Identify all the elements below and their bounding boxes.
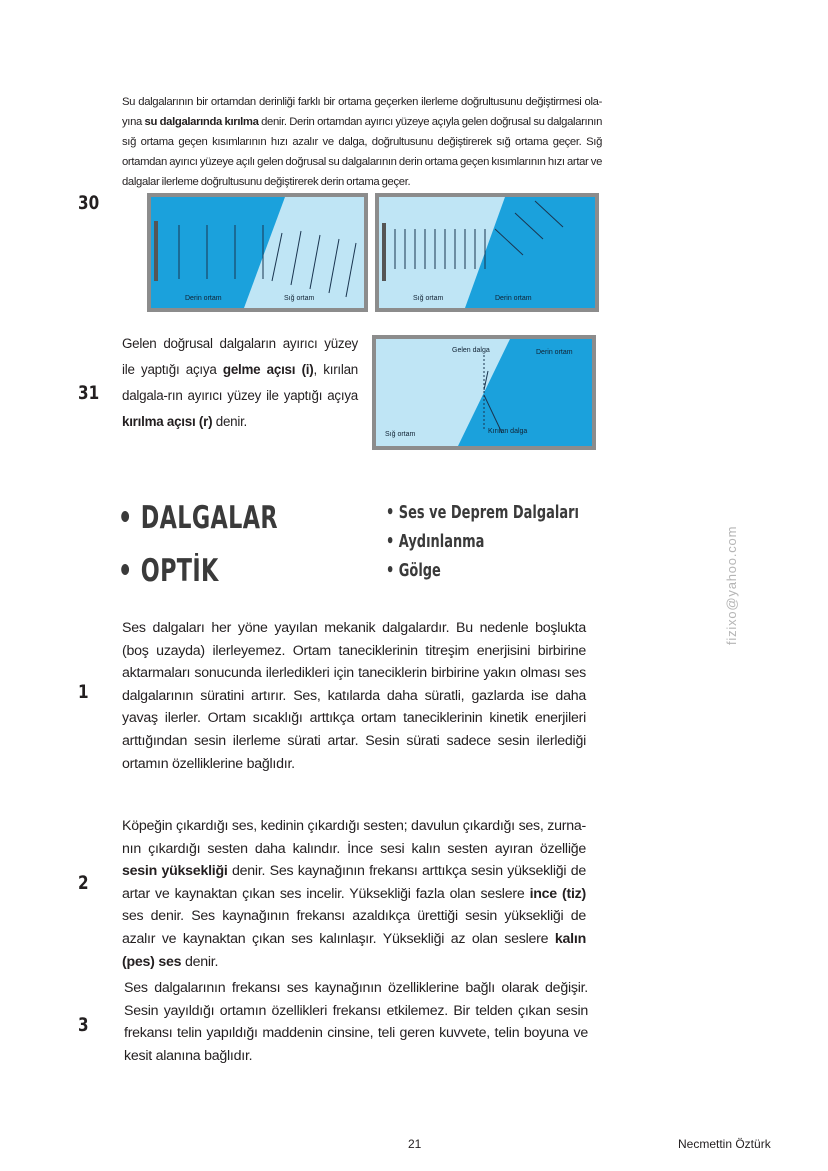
bold-term: ince (tiz) [529, 885, 586, 902]
section-number: 1 [78, 681, 89, 703]
bold-term: su dalgalarında kırılma [144, 116, 259, 128]
subheading: • Aydınlanma [386, 531, 485, 552]
page-number: 21 [408, 1137, 422, 1151]
text: denir. [181, 953, 219, 970]
author: Necmettin Öztürk [678, 1137, 771, 1151]
label-deep: Derin ortam [185, 295, 222, 302]
section-number: 31 [78, 382, 100, 404]
paragraph-angles [122, 331, 358, 435]
subheading: • Ses ve Deprem Dalgaları [386, 502, 579, 523]
paragraph-3: Ses dalgalarının frekansı ses kaynağının özelliklerine bağlı olarak değişir. Sesin yayıldığı ortamın özellikleri frekansı etkilemez. Bir telden çıkan sesin frekansı telin yapıldığı maddenin cinsine, teli geren kuvvete, telin boyuna ve kesit alanına bağlıdır. [124, 980, 588, 1064]
label-shallow: Sığ ortam [413, 295, 444, 302]
paragraph-2 [122, 815, 586, 973]
text: denir. Derin ortamdan ayırıcı yüzeye açıyla gelen doğrusal su dalgalarının sığ ortama geçen kısımlarının hızı azalır ve dalga, doğrultusunu değiştirerek sığ ortama geçer. Sığ ortamdan ayırıcı yüzeye açılı gelen doğrusal su dalgalarının derin ortama geçen kısımlarının hızı artar ve dalgalar ilerleme doğrultusunu değiştirerek derin ortama geçer. [122, 116, 602, 188]
section-number: 3 [78, 1014, 89, 1036]
bold-term: sesin yüksekliği [122, 863, 228, 880]
text: Gelen doğrusal dalgaların ayırıcı yüzey ile yaptığı açıya [122, 336, 358, 377]
refraction-diagram-deep-to-shallow [147, 193, 368, 312]
bold-term: kalın (pes) ses [122, 930, 586, 970]
section-number: 2 [78, 872, 89, 894]
section-number: 30 [78, 192, 100, 214]
label-shallow: Sığ ortam [385, 431, 416, 438]
label-incoming-wave: Gelen dalga [452, 347, 490, 354]
text: denir. [212, 414, 248, 429]
text: ses denir. Ses kaynağının frekansı azaldıkça ürettiği sesin yüksekliği de azalır ve kaynaktan çıkan ses kalınlaşır. Yüksekliği az olan seslere [122, 908, 586, 947]
bold-term: gelme açısı (i) [222, 362, 314, 377]
heading-dalgalar: • DALGALAR [118, 500, 278, 536]
text: , kırılan dalgala-rın ayırıcı yüzey ile yaptığı açıya [122, 362, 358, 403]
label-deep: Derin ortam [495, 295, 532, 302]
text: denir. Ses kaynağının frekansı arttıkça sesin yüksekliği de artar ve kaynaktan çıkan ses incelir. Yüksekliği fazla olan seslere [122, 863, 586, 902]
bold-term: kırılma açısı (r) [122, 414, 213, 429]
watermark: fizixo@yahoo.com [724, 525, 739, 645]
paragraph-1: Ses dalgaları her yöne yayılan mekanik dalgalardır. Bu nedenle boşlukta (boş uzayda) ilerleyemez. Ortam taneciklerinin titreşim enerjisini birbirine aktarmaları sonucunda ilerledikleri için taneciklerin birbirine yakın olması ses dalgalarının süratini artırır. Ses, katılarda daha süratli, gazlarda ise daha yavaş ilerler. Ortam sıcaklığı arttıkça ortam taneciklerinin kinetik enerjileri arttığından sesin ilerleme sürati artar. Sesin sürati sadece sesin ilerlediği ortamın özelliklerine bağlıdır. [122, 620, 586, 772]
refraction-diagram-shallow-to-deep [375, 193, 599, 312]
label-refracted-wave: Kırılan dalga [488, 428, 528, 435]
label-deep: Derin ortam [536, 349, 573, 356]
paragraph-refraction [122, 92, 602, 192]
heading-optik: • OPTİK [118, 553, 219, 589]
label-shallow: Sığ ortam [284, 295, 315, 302]
subheading: • Gölge [386, 560, 441, 581]
refraction-angle-diagram [372, 335, 596, 450]
text: Köpeğin çıkardığı ses, kedinin çıkardığı sesten; davulun çıkardığı ses, zurna-nın çıkardığı sesten daha kalındır. İnce sesi kalın sesten ayıran özelliğe [122, 818, 586, 857]
text: Su dalgalarının bir ortamdan derinliği farklı bir ortama geçerken ilerleme doğrultusunu değiştirmesi ola-yına [122, 96, 602, 128]
